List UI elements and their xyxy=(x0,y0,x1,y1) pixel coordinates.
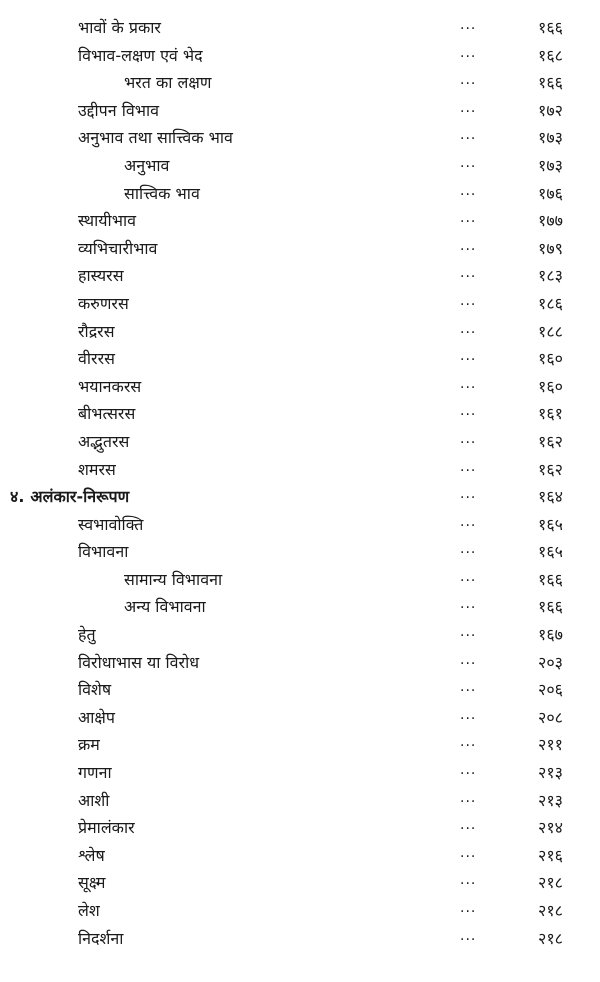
toc-leader-dots: ... xyxy=(460,734,477,751)
toc-leader-dots: ... xyxy=(460,789,477,806)
toc-entry-text: भरत का लक्षण xyxy=(124,73,212,93)
toc-entry-text: क्रम xyxy=(78,735,100,755)
toc-entry-title xyxy=(124,69,211,97)
toc-entry xyxy=(0,400,600,428)
toc-leader-dots: ... xyxy=(460,900,477,916)
table-of-contents xyxy=(0,14,600,952)
toc-leader-dots: ... xyxy=(460,154,477,171)
toc-entry-text: स्थायीभाव xyxy=(78,211,136,231)
toc-leader-dots: ... xyxy=(460,210,477,227)
toc-page-number: २०८ xyxy=(538,707,563,727)
toc-entry-title xyxy=(78,235,157,263)
toc-entry-text: वीररस xyxy=(78,349,115,369)
toc-entry xyxy=(0,731,600,759)
toc-leader-dots: ... xyxy=(460,706,477,723)
toc-page-number: १६८ xyxy=(538,45,563,65)
toc-entry-text: भयानकरस xyxy=(78,376,142,396)
toc-leader-dots: ... xyxy=(460,320,477,337)
toc-entry-title xyxy=(78,207,136,235)
toc-page-number: १८६ xyxy=(538,293,563,313)
toc-entry-text: विशेष xyxy=(78,680,112,700)
toc-page-number: १६० xyxy=(538,376,563,396)
toc-page-number: १६६ xyxy=(538,73,563,93)
toc-leader-dots: ... xyxy=(460,99,477,116)
toc-page-number: १६७ xyxy=(538,625,563,645)
toc-page-number: १६५ xyxy=(538,514,563,534)
toc-entry-text: हास्यरस xyxy=(78,266,124,286)
toc-entry-text: गणना xyxy=(78,763,112,783)
toc-entry xyxy=(0,42,600,70)
toc-entry-title xyxy=(78,428,129,456)
toc-entry-title xyxy=(124,180,200,208)
toc-entry-text: अनुभाव तथा सात्त्विक भाव xyxy=(78,128,233,148)
toc-entry xyxy=(0,842,600,870)
toc-page-number: १६१ xyxy=(538,404,563,424)
toc-entry xyxy=(0,511,600,539)
toc-page-number: २१८ xyxy=(538,901,563,920)
toc-entry-text: उद्दीपन विभाव xyxy=(78,100,160,120)
toc-entry-title xyxy=(78,318,115,346)
toc-leader-dots: ... xyxy=(460,817,477,834)
toc-entry-title xyxy=(78,373,141,401)
toc-entry-title xyxy=(78,731,100,759)
toc-entry-title xyxy=(78,925,123,953)
toc-leader-dots: ... xyxy=(460,596,477,613)
toc-page-number: १७७ xyxy=(538,211,563,231)
toc-page-number: १७२ xyxy=(538,100,563,120)
toc-entry-text: विभावना xyxy=(78,542,129,562)
toc-page-number: १६६ xyxy=(538,569,563,589)
toc-page-number: १७३ xyxy=(538,155,563,175)
toc-entry-text: स्वभावोक्ति xyxy=(78,514,144,534)
toc-entry xyxy=(0,869,600,897)
toc-entry xyxy=(0,207,600,235)
toc-page-number: २११ xyxy=(538,735,563,755)
toc-entry-title xyxy=(78,869,106,897)
toc-leader-dots: ... xyxy=(460,403,477,420)
toc-entry-title xyxy=(78,649,199,677)
toc-entry-text: रौद्ररस xyxy=(78,321,115,341)
toc-page-number: १७९ xyxy=(538,238,563,258)
toc-entry-text: विभाव-लक्षण एवं भेद xyxy=(78,45,203,65)
toc-entry xyxy=(0,566,600,594)
toc-entry xyxy=(0,428,600,456)
toc-entry-text: हेतु xyxy=(78,625,96,645)
toc-entry-text: करुणरस xyxy=(78,293,129,313)
toc-entry xyxy=(0,373,600,401)
toc-page-number: १७३ xyxy=(538,128,563,148)
toc-entry-text: सात्त्विक भाव xyxy=(124,183,200,203)
toc-entry xyxy=(0,97,600,125)
toc-entry xyxy=(0,124,600,152)
toc-entry-title xyxy=(78,400,135,428)
toc-entry xyxy=(0,676,600,704)
toc-leader-dots: ... xyxy=(460,458,477,475)
toc-entry-title xyxy=(124,593,206,621)
toc-entry-text: बीभत्सरस xyxy=(78,404,136,424)
toc-entry xyxy=(0,649,600,677)
toc-entry-title xyxy=(78,787,109,815)
toc-entry-text: आक्षेप xyxy=(78,707,115,727)
toc-leader-dots: ... xyxy=(460,486,477,503)
toc-entry-title xyxy=(78,345,115,373)
toc-entry-title xyxy=(78,676,111,704)
toc-leader-dots: ... xyxy=(460,679,477,696)
toc-entry xyxy=(0,483,600,511)
toc-entry xyxy=(0,456,600,484)
toc-leader-dots: ... xyxy=(460,182,477,199)
toc-leader-dots: ... xyxy=(460,17,477,33)
toc-page-number: २१८ xyxy=(538,873,563,893)
toc-entry-text: सामान्य विभावना xyxy=(124,569,223,589)
toc-leader-dots: ... xyxy=(460,127,477,144)
toc-entry-title xyxy=(78,621,96,649)
toc-page-number: २१४ xyxy=(538,818,563,838)
toc-leader-dots: ... xyxy=(460,872,477,889)
toc-entry-title xyxy=(78,262,124,290)
toc-leader-dots: ... xyxy=(460,348,477,365)
toc-leader-dots: ... xyxy=(460,844,477,861)
toc-page-number: १६४ xyxy=(538,487,563,507)
toc-entry-title xyxy=(78,42,203,70)
toc-page-number: २१६ xyxy=(538,845,563,865)
toc-entry xyxy=(0,180,600,208)
toc-page-number: १६५ xyxy=(538,542,563,562)
toc-page-number: १६६ xyxy=(538,18,563,37)
toc-entry-title xyxy=(78,759,112,787)
toc-entry xyxy=(0,925,600,953)
toc-entry-title xyxy=(78,897,100,925)
toc-entry-text: निदर्शना xyxy=(78,928,124,948)
toc-entry xyxy=(0,235,600,263)
toc-leader-dots: ... xyxy=(460,651,477,668)
toc-entry xyxy=(0,897,600,925)
toc-page-number: १८८ xyxy=(538,321,563,341)
toc-entry-title xyxy=(78,842,105,870)
toc-page-number: २०३ xyxy=(538,652,563,672)
toc-entry xyxy=(0,318,600,346)
toc-entry-text: आशी xyxy=(78,790,110,810)
toc-entry-text: विरोधाभास या विरोध xyxy=(78,652,200,672)
toc-entry xyxy=(0,787,600,815)
toc-entry-text: अद्भुतरस xyxy=(78,431,130,451)
toc-leader-dots: ... xyxy=(460,375,477,392)
toc-page-number: १८३ xyxy=(538,266,563,286)
toc-entry-text: लेश xyxy=(78,901,100,920)
toc-entry-text: अन्य विभावना xyxy=(124,597,206,617)
toc-entry-title xyxy=(78,14,161,42)
toc-entry xyxy=(0,290,600,318)
toc-entry xyxy=(0,538,600,566)
toc-leader-dots: ... xyxy=(460,927,477,944)
toc-entry-text: सूक्ष्म xyxy=(78,873,106,893)
toc-entry xyxy=(0,14,600,42)
toc-section-number: ४. xyxy=(10,487,25,507)
toc-page-number: १६२ xyxy=(538,459,563,479)
toc-entry xyxy=(0,814,600,842)
toc-page-number: २१३ xyxy=(538,790,563,810)
toc-entry-title xyxy=(78,290,129,318)
toc-entry xyxy=(0,759,600,787)
toc-entry-title xyxy=(10,483,129,511)
toc-leader-dots: ... xyxy=(460,237,477,254)
toc-entry-title xyxy=(78,704,115,732)
toc-leader-dots: ... xyxy=(460,513,477,530)
toc-entry xyxy=(0,262,600,290)
toc-entry-text: अनुभाव xyxy=(124,155,170,175)
toc-leader-dots: ... xyxy=(460,44,477,61)
toc-page-number: १६२ xyxy=(538,431,563,451)
toc-entry-title xyxy=(124,152,169,180)
toc-leader-dots: ... xyxy=(460,265,477,282)
toc-entry-text: शमरस xyxy=(78,459,116,479)
toc-entry xyxy=(0,593,600,621)
toc-entry-text: व्यभिचारीभाव xyxy=(78,238,158,258)
toc-entry xyxy=(0,152,600,180)
toc-entry-text: भावों के प्रकार xyxy=(78,18,161,37)
toc-page-number: १६० xyxy=(538,349,563,369)
toc-page-number: १७६ xyxy=(538,183,563,203)
toc-entry-title xyxy=(124,566,222,594)
toc-leader-dots: ... xyxy=(460,762,477,779)
toc-page-number: १६६ xyxy=(538,597,563,617)
toc-entry-title xyxy=(78,456,116,484)
toc-page-number: २०६ xyxy=(538,680,563,700)
toc-entry-title xyxy=(78,97,159,125)
toc-leader-dots: ... xyxy=(460,292,477,309)
toc-entry-title xyxy=(78,511,143,539)
toc-leader-dots: ... xyxy=(460,541,477,558)
toc-entry-text: प्रेमालंकार xyxy=(78,818,135,838)
toc-leader-dots: ... xyxy=(460,72,477,89)
toc-entry xyxy=(0,621,600,649)
toc-entry xyxy=(0,704,600,732)
toc-leader-dots: ... xyxy=(460,430,477,447)
toc-entry-text: श्लेष xyxy=(78,845,105,865)
toc-page-number: २१८ xyxy=(538,928,563,948)
toc-entry-text: अलंकार-निरूपण xyxy=(30,487,130,507)
toc-leader-dots: ... xyxy=(460,624,477,641)
toc-entry xyxy=(0,345,600,373)
toc-entry-title xyxy=(78,814,135,842)
toc-entry-title xyxy=(78,538,128,566)
toc-entry-title xyxy=(78,124,233,152)
toc-page-number: २१३ xyxy=(538,763,563,783)
toc-leader-dots: ... xyxy=(460,568,477,585)
toc-entry xyxy=(0,69,600,97)
